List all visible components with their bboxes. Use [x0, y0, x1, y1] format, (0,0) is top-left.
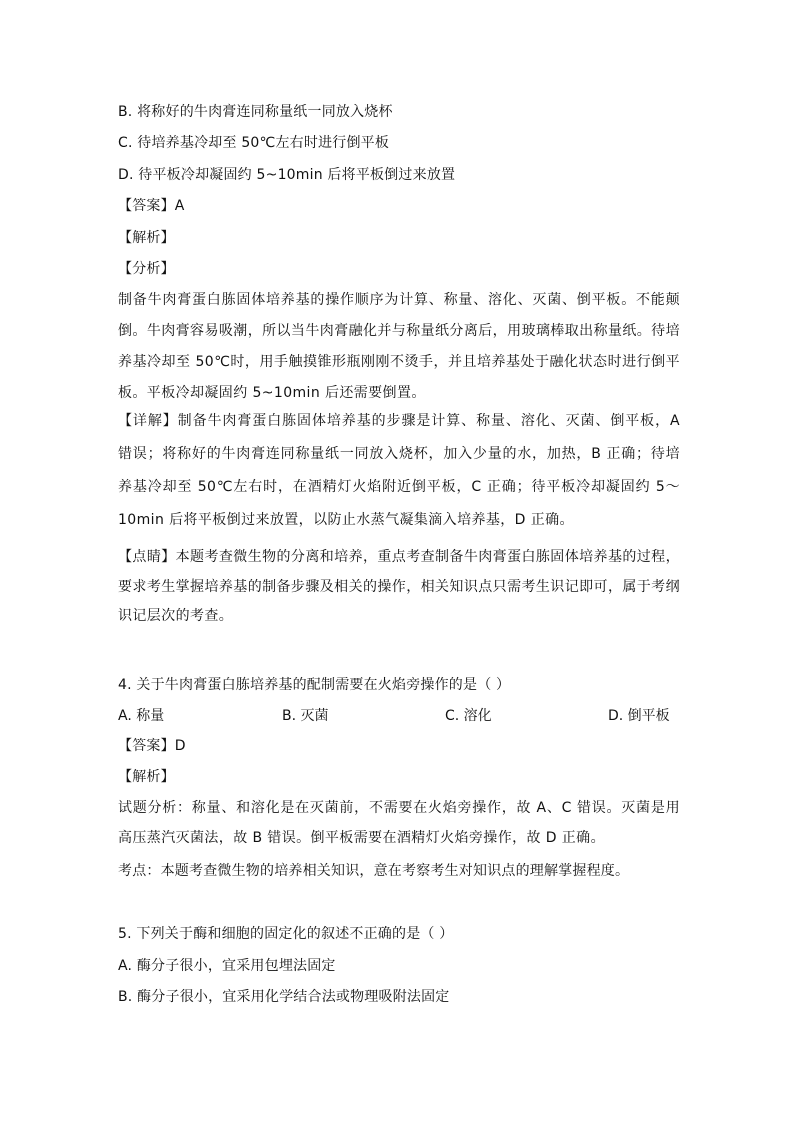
- q4-answer: 【答案】D: [118, 738, 186, 754]
- q5-option-b: B. 酶分子很小，宜采用化学结合法或物理吸附法固定: [118, 989, 450, 1005]
- q5-stem: 5. 下列关于酶和细胞的固定化的叙述不正确的是（ ）: [118, 926, 454, 942]
- q3-detail-text: 【详解】制备牛肉膏蛋白胨固体培养基的步骤是计算、称量、溶化、灭菌、倒平板，A 错误；将称好的牛肉膏连同称量纸一同放入烧杯，加入少量的水，加热，B 正确；待培养基冷却至 50℃左右时，在酒精灯火焰附近倒平板，C 正确；待平板冷却凝固约 5～10min 后将平板倒过来放置，以防止水蒸气凝集滴入培养基，D 正确。: [118, 413, 680, 528]
- q3-explanation-heading: 【解析】: [118, 230, 175, 246]
- q3-option-c: C. 待培养基冷却至 50℃左右时进行倒平板: [118, 135, 390, 151]
- q4-option-c: C. 溶化: [445, 708, 492, 724]
- q3-analysis-text: 制备牛肉膏蛋白胨固体培养基的操作顺序为计算、称量、溶化、灭菌、倒平板。不能颠倒。牛肉膏容易吸潮，所以当牛肉膏融化并与称量纸分离后，用玻璃棒取出称量纸。待培养基冷却至 50℃时，用手触摸锥形瓶刚刚不烫手，并且培养基处于融化状态时进行倒平板。平板冷却凝固约 5~10min 后还需要倒置。: [118, 292, 680, 401]
- q3-comment-text: 【点睛】本题考查微生物的分离和培养，重点考查制备牛肉膏蛋白胨固体培养基的过程，要求考生掌握培养基的制备步骤及相关的操作，相关知识点只需考生识记即可，属于考纲识记层次的考查。: [118, 549, 680, 624]
- q4-option-b: B. 灭菌: [282, 708, 329, 724]
- q3-option-b: B. 将称好的牛肉膏连同称量纸一同放入烧杯: [118, 104, 393, 120]
- q5-option-a: A. 酶分子很小，宜采用包埋法固定: [118, 958, 336, 974]
- q4-solution-text: 试题分析：称量、和溶化是在灭菌前，不需要在火焰旁操作，故 A、C 错误。灭菌是用高压蒸汽灭菌法，故 B 错误。倒平板需要在酒精灯火焰旁操作，故 D 正确。: [118, 800, 680, 846]
- q3-answer: 【答案】A: [118, 198, 185, 214]
- q4-option-a: A. 称量: [118, 708, 165, 724]
- q4-stem: 4. 关于牛肉膏蛋白胨培养基的配制需要在火焰旁操作的是（ ）: [118, 677, 511, 693]
- q4-kaodian: 考点：本题考查微生物的培养相关知识，意在考察考生对知识点的理解掌握程度。: [118, 863, 630, 879]
- q4-explanation-heading: 【解析】: [118, 769, 175, 785]
- q4-option-d: D. 倒平板: [608, 708, 670, 724]
- q3-option-d: D. 待平板冷却凝固约 5~10min 后将平板倒过来放置: [118, 167, 456, 183]
- q3-analysis-heading: 【分析】: [118, 261, 175, 277]
